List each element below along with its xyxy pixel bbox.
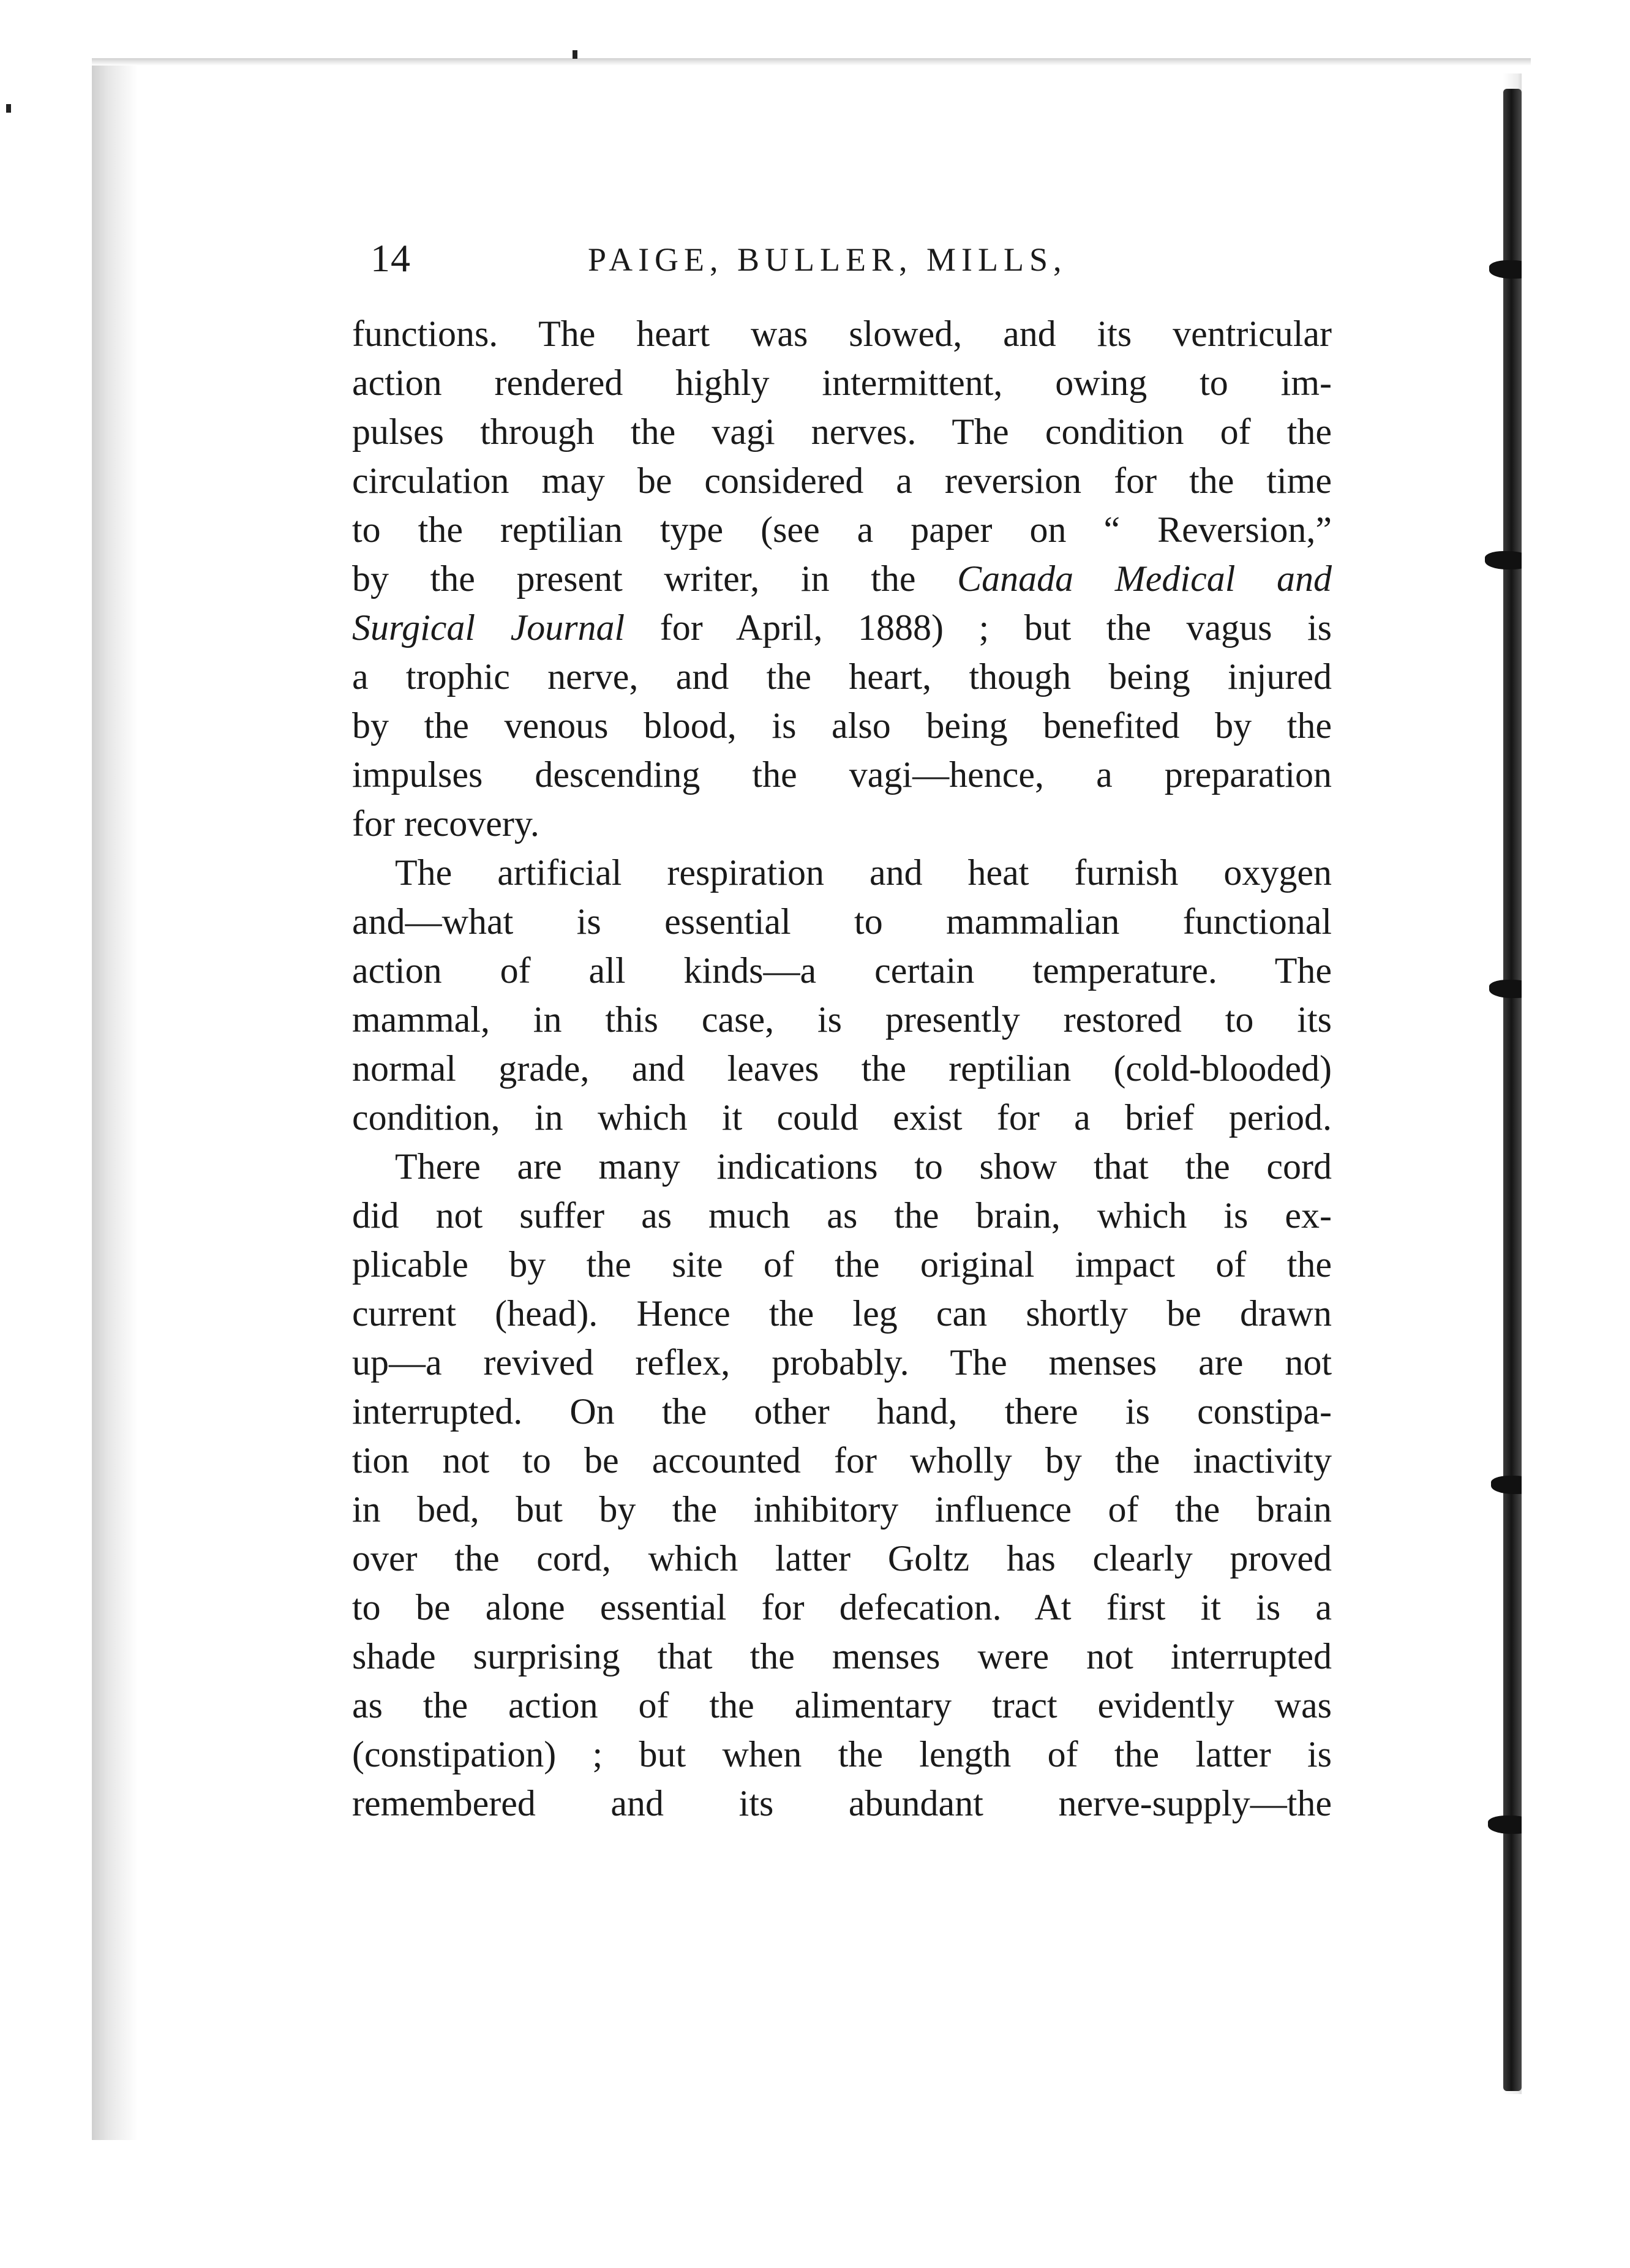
paragraph-start-line: The artificial respiration and heat furnish oxygen [395,852,1332,893]
page-number: 14 [370,236,411,280]
text-line: and—what is essential to mammalian functional [352,901,1332,942]
text-line: over the cord, which latter Goltz has clearly proved [352,1538,1332,1579]
scan-top-edge [92,58,1531,66]
text-line: impulses descending the vagi—hence, a preparation [352,754,1332,795]
text-line: did not suffer as much as the brain, which is ex- [352,1195,1332,1236]
text-line: plicable by the site of the original impact of the [352,1244,1332,1285]
journal-title: Surgical Journal [352,607,625,648]
text-line: a trophic nerve, and the heart, though being injured [352,656,1332,697]
text-line: to the reptilian type (see a paper on “ Reversion,” [352,509,1332,550]
scan-artifact [573,50,577,59]
book-binding [1503,89,1522,2091]
text-line: condition, in which it could exist for a brief period. [352,1097,1332,1138]
text-run: for April, 1888) ; but the vagus is [659,607,1332,648]
text-line: circulation may be considered a reversion for the time [352,460,1332,501]
scan-artifact [6,104,11,113]
text-line: action rendered highly intermittent, owing to im- [352,362,1332,403]
scan-right-strip [1522,67,1630,2094]
text-line [352,554,1332,603]
scan-left-margin [92,58,138,2140]
text-line: action of all kinds—a certain temperature. The [352,950,1332,991]
text-line: pulses through the vagi nerves. The condition of the [352,411,1332,452]
page-header [370,236,1289,285]
text-line: as the action of the alimentary tract evidently was [352,1685,1332,1725]
text-line: shade surprising that the menses were not interrupted [352,1636,1332,1677]
text-line: in bed, but by the inhibitory influence of the brain [352,1489,1332,1530]
text-line: normal grade, and leaves the reptilian (cold-blooded) [352,1048,1332,1089]
text-line: interrupted. On the other hand, there is constipa- [352,1391,1332,1432]
text-line: by the venous blood, is also being benefited by the [352,705,1332,746]
text-line: for recovery. [352,803,539,844]
body-text [352,309,1332,1828]
text-line: to be alone essential for defecation. At first it is a [352,1587,1332,1628]
text-line: (constipation) ; but when the length of the latter is [352,1734,1332,1774]
text-line: up—a revived reflex, probably. The menses are not [352,1342,1332,1383]
journal-title: Canada Medical and [957,558,1332,599]
paragraph-start-line: There are many indications to show that the cord [395,1146,1332,1187]
text-run: by the present writer, in the [352,558,916,599]
text-line: current (head). Hence the leg can shortly be drawn [352,1293,1332,1334]
text-line: remembered and its abundant nerve-supply—the [352,1783,1332,1823]
running-head: PAIGE, BULLER, MILLS, [588,241,1067,278]
text-line: mammal, in this case, is presently restored to its [352,999,1332,1040]
text-line: tion not to be accounted for wholly by the inactivity [352,1440,1332,1481]
text-line: functions. The heart was slowed, and its ventricular [352,314,1332,354]
text-line [352,603,1332,652]
